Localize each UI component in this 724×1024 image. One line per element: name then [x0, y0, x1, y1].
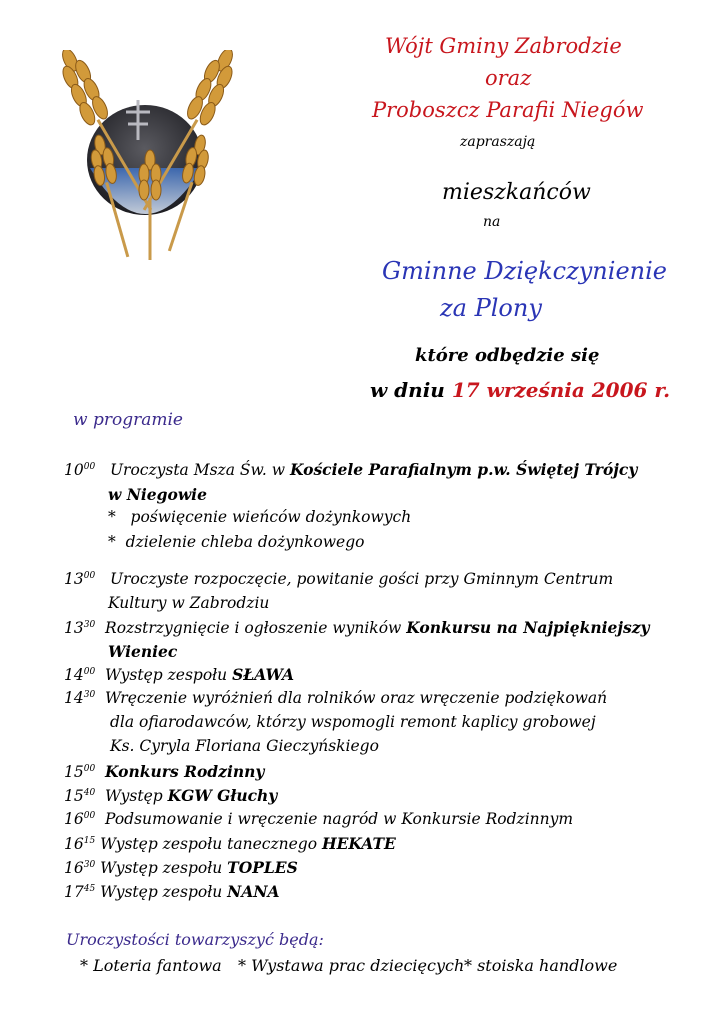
program-item-cont: w Niegowie — [108, 485, 207, 504]
program-item: $17^{45}$ Występ zespołu NANA — [64, 882, 280, 901]
attraction-item: * Wystawa prac dziecięcych — [238, 956, 465, 975]
program-heading: w programie — [73, 410, 183, 430]
program-item: $15^{40}$ Występ KGW Głuchy — [64, 786, 278, 805]
program-item: $10^{00}$ Uroczysta Msza Św. w Kościele Parafialnym p.w. Świętej Trójcy — [64, 460, 638, 479]
footer-heading: Uroczystości towarzyszyć będą: — [66, 930, 324, 949]
host-title: Wójt Gminy Zabrodzie — [385, 34, 622, 58]
invite-text: zapraszają — [460, 134, 536, 150]
when-text: które odbędzie się — [415, 345, 600, 366]
program-item: $13^{30}$ Rozstrzygnięcie i ogłoszenie wyników Konkursu na Najpiękniejszy — [64, 618, 650, 637]
program-item-cont: Wieniec — [108, 642, 178, 661]
event-subtitle: za Plony — [440, 294, 542, 322]
attraction-item: * stoiska handlowe — [464, 956, 618, 975]
program-item: $14^{30}$ Wręczenie wyróżnień dla rolników oraz wręczenie podziękowań — [64, 689, 608, 707]
residents-text: mieszkańców — [442, 180, 591, 205]
na-text: na — [483, 214, 501, 230]
wheat-chalice-emblem — [40, 50, 255, 260]
program-item: $16^{30}$ Występ zespołu TOPLES — [64, 858, 298, 877]
attraction-item: * Loteria fantowa — [80, 956, 222, 975]
program-item-cont: Kultury w Zabrodziu — [108, 594, 270, 612]
program-bullet: * poświęcenie wieńców dożynkowych — [108, 508, 412, 526]
date-prefix: w dniu — [370, 378, 445, 402]
date-line — [370, 378, 670, 402]
program-item-cont: dla ofiarodawców, którzy wspomogli remont kaplicy grobowej — [110, 713, 596, 731]
program-item-cont: Ks. Cyryla Floriana Gieczyńskiego — [110, 737, 379, 755]
program-item: $15^{00}$ Konkurs Rodzinny — [64, 762, 265, 781]
oraz-text: oraz — [485, 66, 532, 90]
event-date: 17 września 2006 r. — [451, 378, 671, 402]
cohost-title: Proboszcz Parafii Niegów — [372, 98, 644, 122]
event-title: Gminne Dziękczynienie — [382, 257, 667, 285]
program-item: $13^{00}$ Uroczyste rozpoczęcie, powitanie gości przy Gminnym Centrum — [64, 570, 614, 588]
program-item: $16^{00}$ Podsumowanie i wręczenie nagród w Konkursie Rodzinnym — [64, 810, 574, 828]
program-item: $16^{15}$ Występ zespołu tanecznego HEKATE — [64, 834, 396, 853]
program-bullet: * dzielenie chleba dożynkowego — [108, 533, 365, 551]
program-item: $14^{00}$ Występ zespołu SŁAWA — [64, 665, 294, 684]
